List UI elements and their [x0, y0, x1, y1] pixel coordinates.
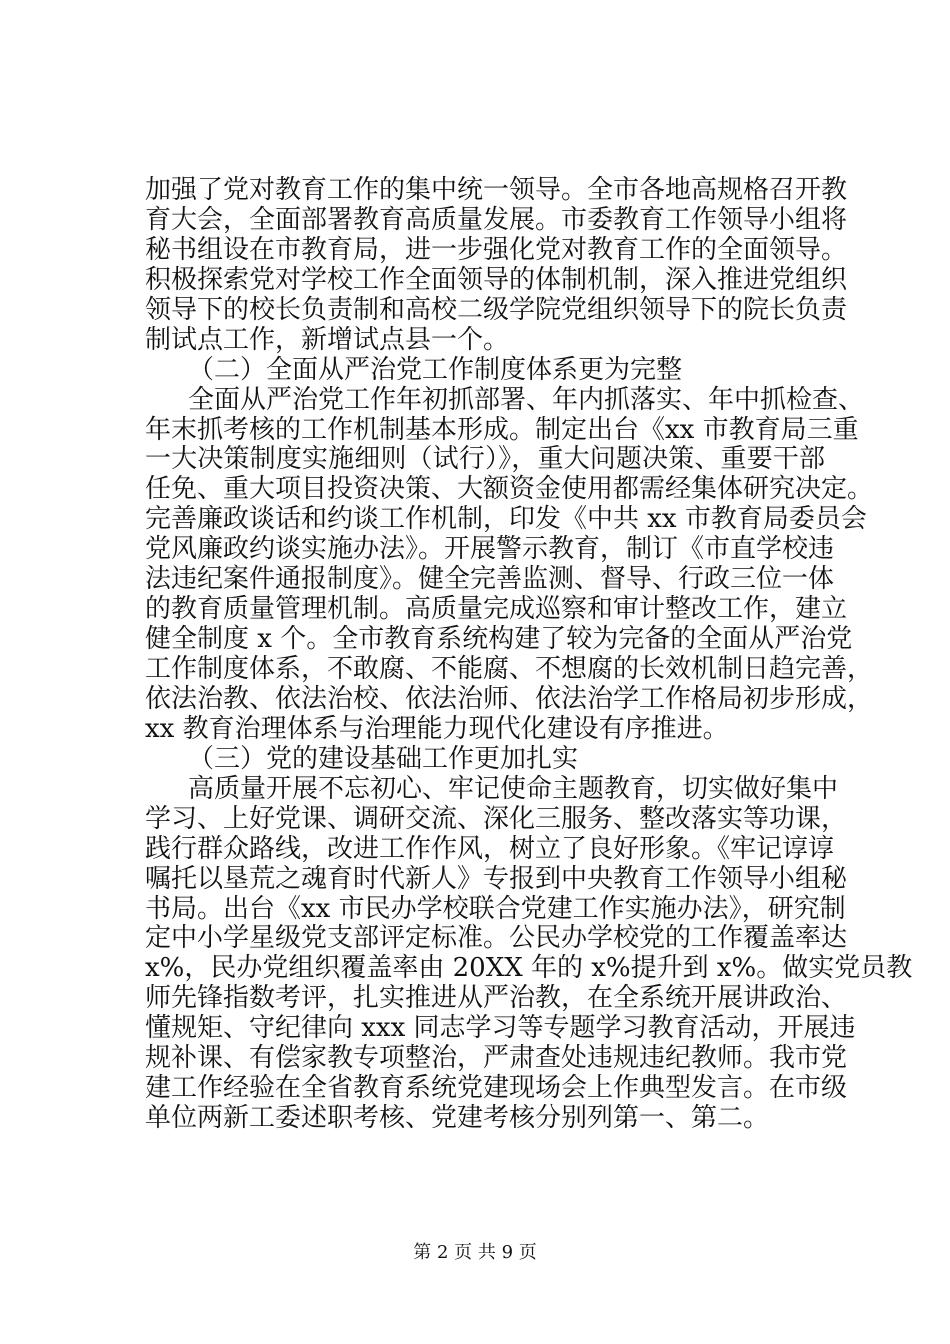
paragraph-line: 书局。出台《xx 市民办学校联合党建工作实施办法》，研究制	[145, 894, 846, 924]
page-footer: 第 2 页 共 9 页	[413, 1242, 537, 1263]
paragraph-line: xx 教育治理体系与治理能力现代化建设有序推进。	[145, 714, 729, 744]
paragraph-line: 领导下的校长负责制和高校二级学院党组织领导下的院长负责	[145, 295, 848, 325]
paragraph-line: 依法治教、依法治校、依法治师、依法治学工作格局初步形成，	[145, 684, 874, 714]
paragraph-line: 加强了党对教育工作的集中统一领导。全市各地高规格召开教	[145, 175, 848, 205]
paragraph-line: 师先锋指数考评，扎实推进从严治教，在全系统开展讲政治、	[145, 983, 848, 1013]
paragraph-line: 任免、重大项目投资决策、大额资金使用都需经集体研究决定。	[145, 474, 874, 504]
paragraph-line: 秘书组设在市教育局，进一步强化党对教育工作的全面领导。	[145, 235, 848, 265]
paragraph-line: 践行群众路线，改进工作作风，树立了良好形象。《牢记谆谆	[145, 834, 835, 864]
paragraph-line: 定中小学星级党支部评定标准。公民办学校党的工作覆盖率达	[145, 923, 848, 953]
paragraph-line: 党风廉政约谈实施办法》。开展警示教育，制订《市直学校违	[145, 534, 835, 564]
paragraph-line: 育大会，全面部署教育高质量发展。市委教育工作领导小组将	[145, 205, 848, 235]
paragraph-line: 制试点工作，新增试点县一个。	[145, 325, 510, 355]
section-heading: （三）党的建设基础工作更加扎实	[188, 744, 579, 774]
paragraph-line: 一大决策制度实施细则（试行）》，重大问题决策、重要干部	[145, 444, 825, 474]
paragraph-line: 建工作经验在全省教育系统党建现场会上作典型发言。在市级	[145, 1073, 848, 1103]
paragraph-line: 完善廉政谈话和约谈工作机制，印发《中共 xx 市教育局委员会	[145, 504, 867, 534]
paragraph-line: 嘱托以垦荒之魂育时代新人》专报到中央教育工作领导小组秘	[145, 864, 848, 894]
paragraph-line: 法违纪案件通报制度》。健全完善监测、督导、行政三位一体	[145, 564, 835, 594]
paragraph-line: 的教育质量管理机制。高质量完成巡察和审计整改工作，建立	[145, 594, 848, 624]
paragraph-line: 懂规矩、守纪律向 xxx 同志学习等专题学习教育活动，开展违	[145, 1013, 856, 1043]
paragraph-line: 学习、上好党课、调研交流、深化三服务、整改落实等功课，	[145, 804, 848, 834]
paragraph-line: x%，民办党组织覆盖率由 20XX 年的 x%提升到 x%。做实党员教	[145, 953, 913, 983]
paragraph-line: 高质量开展不忘初心、牢记使命主题教育，切实做好集中	[188, 774, 839, 804]
paragraph-line: 全面从严治党工作年初抓部署、年内抓落实、年中抓检查、	[188, 385, 865, 415]
paragraph-line: 工作制度体系，不敢腐、不能腐、不想腐的长效机制日趋完善，	[145, 654, 874, 684]
paragraph-line: 单位两新工委述职考核、党建考核分别列第一、第二。	[145, 1103, 770, 1133]
paragraph-line: 积极探索党对学校工作全面领导的体制机制，深入推进党组织	[145, 265, 848, 295]
paragraph-line: 健全制度 x 个。全市教育系统构建了较为完备的全面从严治党	[145, 624, 853, 654]
paragraph-line: 规补课、有偿家教专项整治，严肃查处违规违纪教师。我市党	[145, 1043, 848, 1073]
section-heading: （二）全面从严治党工作制度体系更为完整	[188, 355, 683, 385]
paragraph-line: 年末抓考核的工作机制基本形成。制定出台《xx 市教育局三重	[145, 415, 859, 445]
